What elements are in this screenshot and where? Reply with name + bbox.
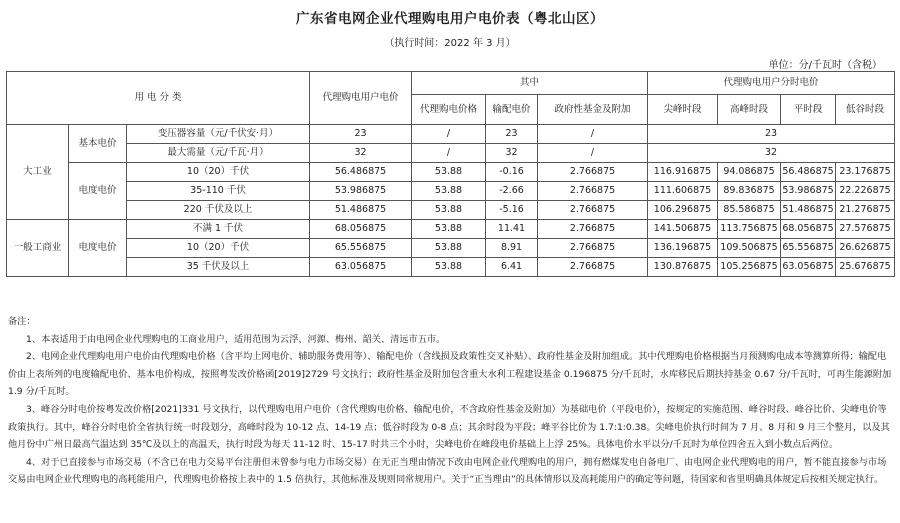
cell-transmission: -2.66 [486, 182, 538, 201]
cell-purchase: 53.88 [412, 201, 486, 220]
row-label: 220 千伏及以上 [127, 201, 310, 220]
page-title: 广东省电网企业代理购电用户电价表（粤北山区） [296, 11, 604, 27]
header-valley: 低谷时段 [836, 95, 895, 125]
cell-fund: 2.766875 [538, 258, 648, 277]
cell-flat: 65.556875 [781, 239, 836, 258]
cell-fund: / [538, 144, 648, 163]
cell-peak: 116.916875 [648, 163, 718, 182]
cell-purchase: 53.88 [412, 163, 486, 182]
cell-valley: 26.626875 [836, 239, 895, 258]
note-4: 4、对于已直接参与市场交易（不含已在电力交易平台注册但未曾参与电力市场交易）在无正当理由情况下改由电网企业代理购电的用户，拥有燃煤发电自备电厂、由电网企业代理购电的用户，暂不能直接参与市场交易由电网企业代理购电的高耗能用户，代理购电价格按上表中的 1.5 倍执行，其他标准及规则同常规用户。关于“正当理由”的具体情形以及高耗能用户的确定等问题，待国家和省里明确具体规定后按相关规定执行。 [8, 456, 887, 486]
cell-high: 105.256875 [718, 258, 781, 277]
price-table [6, 71, 895, 277]
notes-heading: 备注： [8, 316, 36, 327]
cell-purchase: 53.88 [412, 220, 486, 239]
cell-peak: 111.606875 [648, 182, 718, 201]
table-row [7, 258, 895, 277]
cell-valley: 21.276875 [836, 201, 895, 220]
cell-valley: 22.226875 [836, 182, 895, 201]
table-row [7, 125, 895, 144]
cell-tou: 23 [648, 125, 895, 144]
cell-agent: 63.056875 [310, 258, 412, 277]
group-general-commercial: 一般工商业 [7, 220, 69, 277]
cell-agent: 53.986875 [310, 182, 412, 201]
cell-transmission: 8.91 [486, 239, 538, 258]
cell-fund: / [538, 125, 648, 144]
subgroup-basic-price: 基本电价 [69, 125, 127, 163]
cell-peak: 136.196875 [648, 239, 718, 258]
cell-high: 89.836875 [718, 182, 781, 201]
header-category: 用 电 分 类 [7, 72, 310, 125]
header-of-which: 其中 [412, 72, 648, 95]
table-row [7, 144, 895, 163]
cell-transmission: 11.41 [486, 220, 538, 239]
header-tou: 代理购电用户分时电价 [648, 72, 895, 95]
cell-fund: 2.766875 [538, 239, 648, 258]
table-row [7, 163, 895, 182]
cell-peak: 130.876875 [648, 258, 718, 277]
cell-high: 113.756875 [718, 220, 781, 239]
row-label: 35-110 千伏 [127, 182, 310, 201]
header-peak: 尖峰时段 [648, 95, 718, 125]
cell-peak: 141.506875 [648, 220, 718, 239]
cell-flat: 68.056875 [781, 220, 836, 239]
header-flat: 平时段 [781, 95, 836, 125]
cell-purchase: 53.88 [412, 239, 486, 258]
effective-date: （执行时间：2022 年 3 月） [384, 38, 516, 49]
note-1: 1、本表适用于由电网企业代理购电的工商业用户，适用范围为云浮、河源、梅州、韶关、清远市五市。 [26, 333, 446, 345]
unit-label: 单位：分/千瓦时（含税） [768, 60, 882, 71]
cell-high: 85.586875 [718, 201, 781, 220]
cell-flat: 53.986875 [781, 182, 836, 201]
subgroup-energy-price: 电度电价 [69, 163, 127, 220]
cell-agent: 68.056875 [310, 220, 412, 239]
cell-purchase: 53.88 [412, 182, 486, 201]
cell-purchase: / [412, 125, 486, 144]
cell-agent: 23 [310, 125, 412, 144]
table-row [7, 201, 895, 220]
cell-flat: 56.486875 [781, 163, 836, 182]
header-gov-fund: 政府性基金及附加 [538, 95, 648, 125]
cell-valley: 23.176875 [836, 163, 895, 182]
header-agent-price: 代理购电用户电价 [310, 72, 412, 125]
row-label: 10（20）千伏 [127, 239, 310, 258]
cell-fund: 2.766875 [538, 163, 648, 182]
cell-flat: 63.056875 [781, 258, 836, 277]
table-row [7, 220, 895, 239]
row-label: 变压器容量（元/千伏安·月） [127, 125, 310, 144]
row-label: 10（20）千伏 [127, 163, 310, 182]
cell-transmission: 32 [486, 144, 538, 163]
cell-purchase: 53.88 [412, 258, 486, 277]
cell-fund: 2.766875 [538, 201, 648, 220]
cell-agent: 32 [310, 144, 412, 163]
cell-valley: 25.676875 [836, 258, 895, 277]
cell-fund: 2.766875 [538, 220, 648, 239]
cell-agent: 56.486875 [310, 163, 412, 182]
group-large-industry: 大工业 [7, 125, 69, 220]
cell-agent: 51.486875 [310, 201, 412, 220]
cell-flat: 51.486875 [781, 201, 836, 220]
note-2: 2、电网企业代理购电用户电价由代理购电价格（含平均上网电价、辅助服务费用等）、输配电价（含线损及政策性交叉补贴）、政府性基金及附加组成。其中代理购电价格根据当月预测购电成本等测算所得；输配电价由上表所列的电度输配电价、基本电价构成，按照粤发改价格函[2019]2729 号文执行；政府性基金及附加包含重大水利工程建设基金 0.196875 分/千瓦时，水库移民后期扶持基金 0.67 分/千瓦时，可再生能源附加 1.9 分/千瓦时。 [8, 351, 892, 398]
header-transmission: 输配电价 [486, 95, 538, 125]
cell-tou: 32 [648, 144, 895, 163]
cell-valley: 27.576875 [836, 220, 895, 239]
cell-transmission: 23 [486, 125, 538, 144]
cell-high: 94.086875 [718, 163, 781, 182]
header-purchase-price: 代理购电价格 [412, 95, 486, 125]
cell-purchase: / [412, 144, 486, 163]
cell-high: 109.506875 [718, 239, 781, 258]
row-label: 35 千伏及以上 [127, 258, 310, 277]
cell-fund: 2.766875 [538, 182, 648, 201]
subgroup-energy-price-2: 电度电价 [69, 220, 127, 277]
row-label: 不满 1 千伏 [127, 220, 310, 239]
row-label: 最大需量（元/千瓦·月） [127, 144, 310, 163]
cell-transmission: -0.16 [486, 163, 538, 182]
cell-transmission: -5.16 [486, 201, 538, 220]
table-row [7, 182, 895, 201]
cell-peak: 106.296875 [648, 201, 718, 220]
notes-section [8, 313, 894, 489]
cell-transmission: 6.41 [486, 258, 538, 277]
table-row [7, 239, 895, 258]
cell-agent: 65.556875 [310, 239, 412, 258]
header-high: 高峰时段 [718, 95, 781, 125]
note-3: 3、峰谷分时电价按粤发改价格[2021]331 号文执行，以代理购电用户电价（含代理购电价格、输配电价，不含政府性基金及附加）为基础电价（平段电价），按规定的实施范围、峰谷时段、峰谷比价、尖峰电价等政策执行。其中，峰谷分时电价全省执行统一时段划分，高峰时段为 10-12 点、14-19 点；低谷时段为 0-8 点；其余时段为平段；峰平谷比价为 1.7:1:0.38。尖峰电价执行时间为 7 月、8 月和 9 月三个整月，以及其他月份中广州日最高气温达到 35℃及以上的高温天，执行时段为每天 11-12 时、15-17 时共三个小时，尖峰电价在峰段电价基础上上浮 25%。具体电价水平以分/千瓦时为单位四舍五入到小数点后两位。 [8, 403, 890, 451]
